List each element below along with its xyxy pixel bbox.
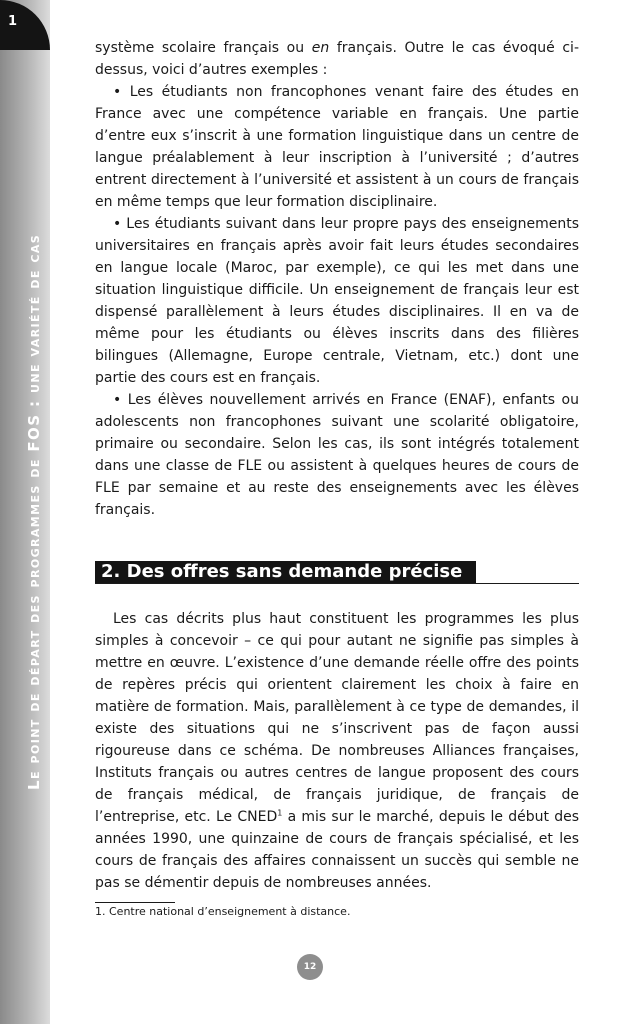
body-text bbox=[95, 37, 579, 521]
bullet-item: • Les étudiants suivant dans leur propre pays des enseignements universitaires en français après avoir fait leurs études secondaires en langue locale (Maroc, par exemple), ce qui les met dans une situation linguistique difficile. Un enseignement de français leur est dispensé parallèlement à leurs études disciplinaires. Il en va de même pour les étudiants ou élèves inscrits dans des filières bilingues (Allemagne, Europe centrale, Vietnam, etc.) dont une partie des cours est en français. bbox=[95, 213, 579, 389]
bullet-item: • Les étudiants non francophones venant faire des études en France avec une compétence variable en français. Une partie d’entre eux s’inscrit à une formation linguistique dans un centre de langue préalablement à leur inscription à l’université ; d’autres entrent directement à l’université et assistent à un cours de français en même temps que leur formation disciplinaire. bbox=[95, 81, 579, 213]
section-paragraph: Les cas décrits plus haut constituent les programmes les plus simples à concevoir – ce qui pour autant ne signifie pas simples à mettre en œuvre. L’existence d’une demande réelle offre des points de repères précis qui orientent clairement les choix à faire en matière de formation. Mais, parallèlement à ce type de demandes, il existe des situations qui ne s’inscrivent pas de façon aussi rigoureuse dans ce schéma. De nombreuses Alliances françaises, Instituts français ou autres centres de langue proposent des cours de français médical, de français juridique, de français de l’entreprise, etc. Le CNED$^1$ a mis sur le marché, depuis le début des années 1990, une quinzaine de cours de français spécialisé, et les cours de français des affaires connaissent un succès qui semble ne pas se démentir depuis de nombreuses années. bbox=[95, 611, 579, 891]
section-heading bbox=[95, 561, 579, 584]
footnote: 1. Centre national d’enseignement à distance. bbox=[95, 905, 351, 918]
footnote-marker[interactable]: 1 bbox=[277, 808, 283, 818]
section-title: 2. Des offres sans demande précise bbox=[95, 561, 476, 583]
intro-paragraph: système scolaire français ou en français. Outre le cas évoqué ci-dessus, voici d’autres exemples : bbox=[95, 40, 579, 78]
section-body bbox=[95, 594, 579, 908]
bullet-item: • Les élèves nouvellement arrivés en France (ENAF), enfants ou adolescents non francophones suivant une scolarité obligatoire, primaire ou secondaire. Selon les cas, ils sont intégrés totalement dans une classe de FLE ou assistent à quelques heures de cours de FLE par semaine et au reste des enseignements avec les élèves français. bbox=[95, 389, 579, 521]
footnote-rule bbox=[95, 902, 175, 903]
page-number: 12 bbox=[297, 954, 323, 980]
chapter-number: 1 bbox=[8, 14, 18, 29]
running-side-title: Le point de départ des programmes de FOS : une variété de cas bbox=[25, 233, 43, 790]
